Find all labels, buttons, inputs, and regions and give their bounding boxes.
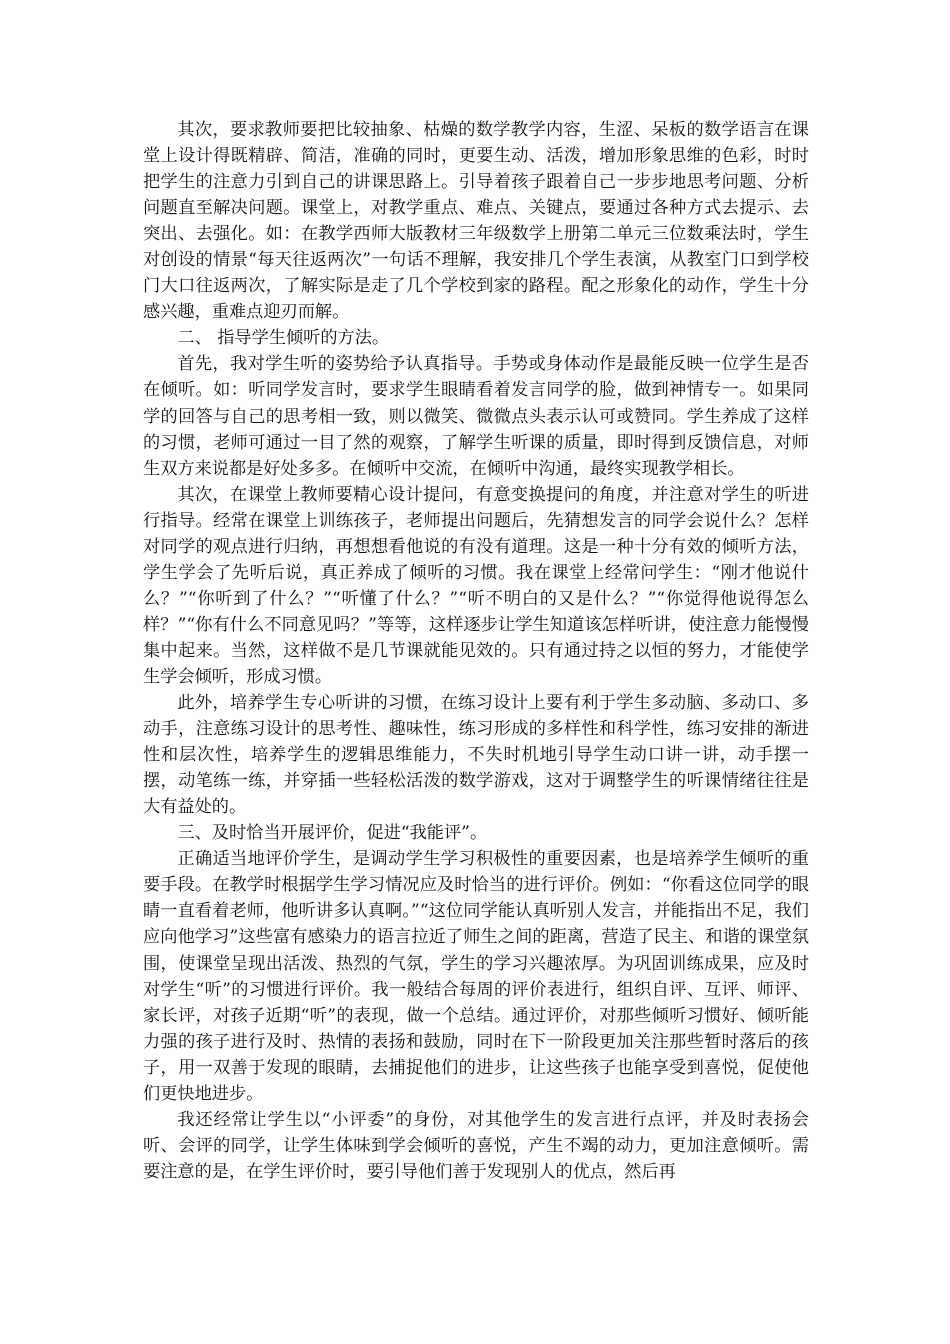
document-page (143, 117, 809, 1185)
paragraph-4: 其次，在课堂上教师要精心设计提问，有意变换提问的角度，并注意对学生的听进行指导。经常在课堂上训练孩子，老师提出问题后，先猜想发言的同学会说什么？怎样对同学的观点进行归纳，再想想看他说的有没有道理。这是一种十分有效的倾听方法，学生学会了先听后说，真正养成了倾听的习惯。我在课堂上经常问学生：“刚才他说什么？”“你听到了什么？”“听懂了什么？”“听不明白的又是什么？”“你觉得他说得怎么样？”“你有什么不同意见吗？”等等，这样逐步让学生知道该怎样听讲，使注意力能慢慢集中起来。当然，这样做不是几节课就能见效的。只有通过持之以恒的努力，才能使学生学会倾听，形成习惯。 (143, 484, 809, 687)
paragraph-7: 正确适当地评价学生，是调动学生学习积极性的重要因素，也是培养学生倾听的重要手段。在教学时根据学生学习情况应及时恰当的进行评价。例如：“你看这位同学的眼睛一直看着老师，他听讲多认真啊。”“这位同学能认真听别人发言，并能指出不足，我们应向他学习”这些富有感染力的语言拉近了师生之间的距离，营造了民主、和谐的课堂氛围，使课堂呈现出活泼、热烈的气氛，学生的学习兴趣浓厚。为巩固训练成果，应及时对学生“听”的习惯进行评价。我一般结合每周的评价表进行，组织自评、互评、师评、家长评，对孩子近期“听”的表现，做一个总结。通过评价，对那些倾听习惯好、倾听能力强的孩子进行及时、热情的表扬和鼓励，同时在下一阶段更加关注那些暂时落后的孩子，用一双善于发现的眼睛，去捕捉他们的进步，让这些孩子也能享受到喜悦，促使他们更快地进步。 (143, 849, 809, 1104)
section-heading-3: 三、及时恰当开展评价，促进“我能评”。 (177, 823, 488, 844)
paragraph-1: 其次，要求教师要把比较抽象、枯燥的数学教学内容，生涩、呆板的数学语言在课堂上设计得既精辟、简洁，准确的同时，更要生动、活泼，增加形象思维的色彩，时时把学生的注意力引到自己的讲课思路上。引导着孩子跟着自己一步步地思考问题、分析问题直至解决问题。课堂上，对教学重点、难点、关键点，要通过各种方式去提示、去突出、去强化。如：在教学西师大版教材三年级数学上册第二单元三位数乘法时，学生对创设的情景“每天往返两次”一句话不理解，我安排几个学生表演，从教室门口到学校门大口往返两次，了解实际是走了几个学校到家的路程。配之形象化的动作，学生十分感兴趣，重难点迎刃而解。 (143, 120, 809, 323)
section-heading-2: 二、 指导学生倾听的方法。 (177, 328, 390, 349)
paragraph-8: 我还经常让学生以“小评委”的身份，对其他学生的发言进行点评，并及时表扬会听、会评的同学，让学生体味到学会倾听的喜悦，产生不竭的动力，更加注意倾听。需要注意的是，在学生评价时，要引导他们善于发现别人的优点，然后再 (143, 1109, 809, 1182)
paragraph-3: 首先，我对学生听的姿势给予认真指导。手势或身体动作是最能反映一位学生是否在倾听。如：听同学发言时，要求学生眼睛看着发言同学的脸，做到神情专一。如果同学的回答与自己的思考相一致，则以微笑、微微点头表示认可或赞同。学生养成了这样的习惯，老师可通过一目了然的观察，了解学生听课的质量，即时得到反馈信息，对师生双方来说都是好处多多。在倾听中交流，在倾听中沟通，最终实现教学相长。 (143, 354, 809, 479)
paragraph-5: 此外，培养学生专心听讲的习惯，在练习设计上要有利于学生多动脑、多动口、多动手，注意练习设计的思考性、趣味性，练习形成的多样性和科学性，练习安排的渐进性和层次性，培养学生的逻辑思维能力，不失时机地引导学生动口讲一讲，动手摆一摆，动笔练一练，并穿插一些轻松活泼的数学游戏，这对于调整学生的听课情绪往往是大有益处的。 (143, 693, 809, 818)
